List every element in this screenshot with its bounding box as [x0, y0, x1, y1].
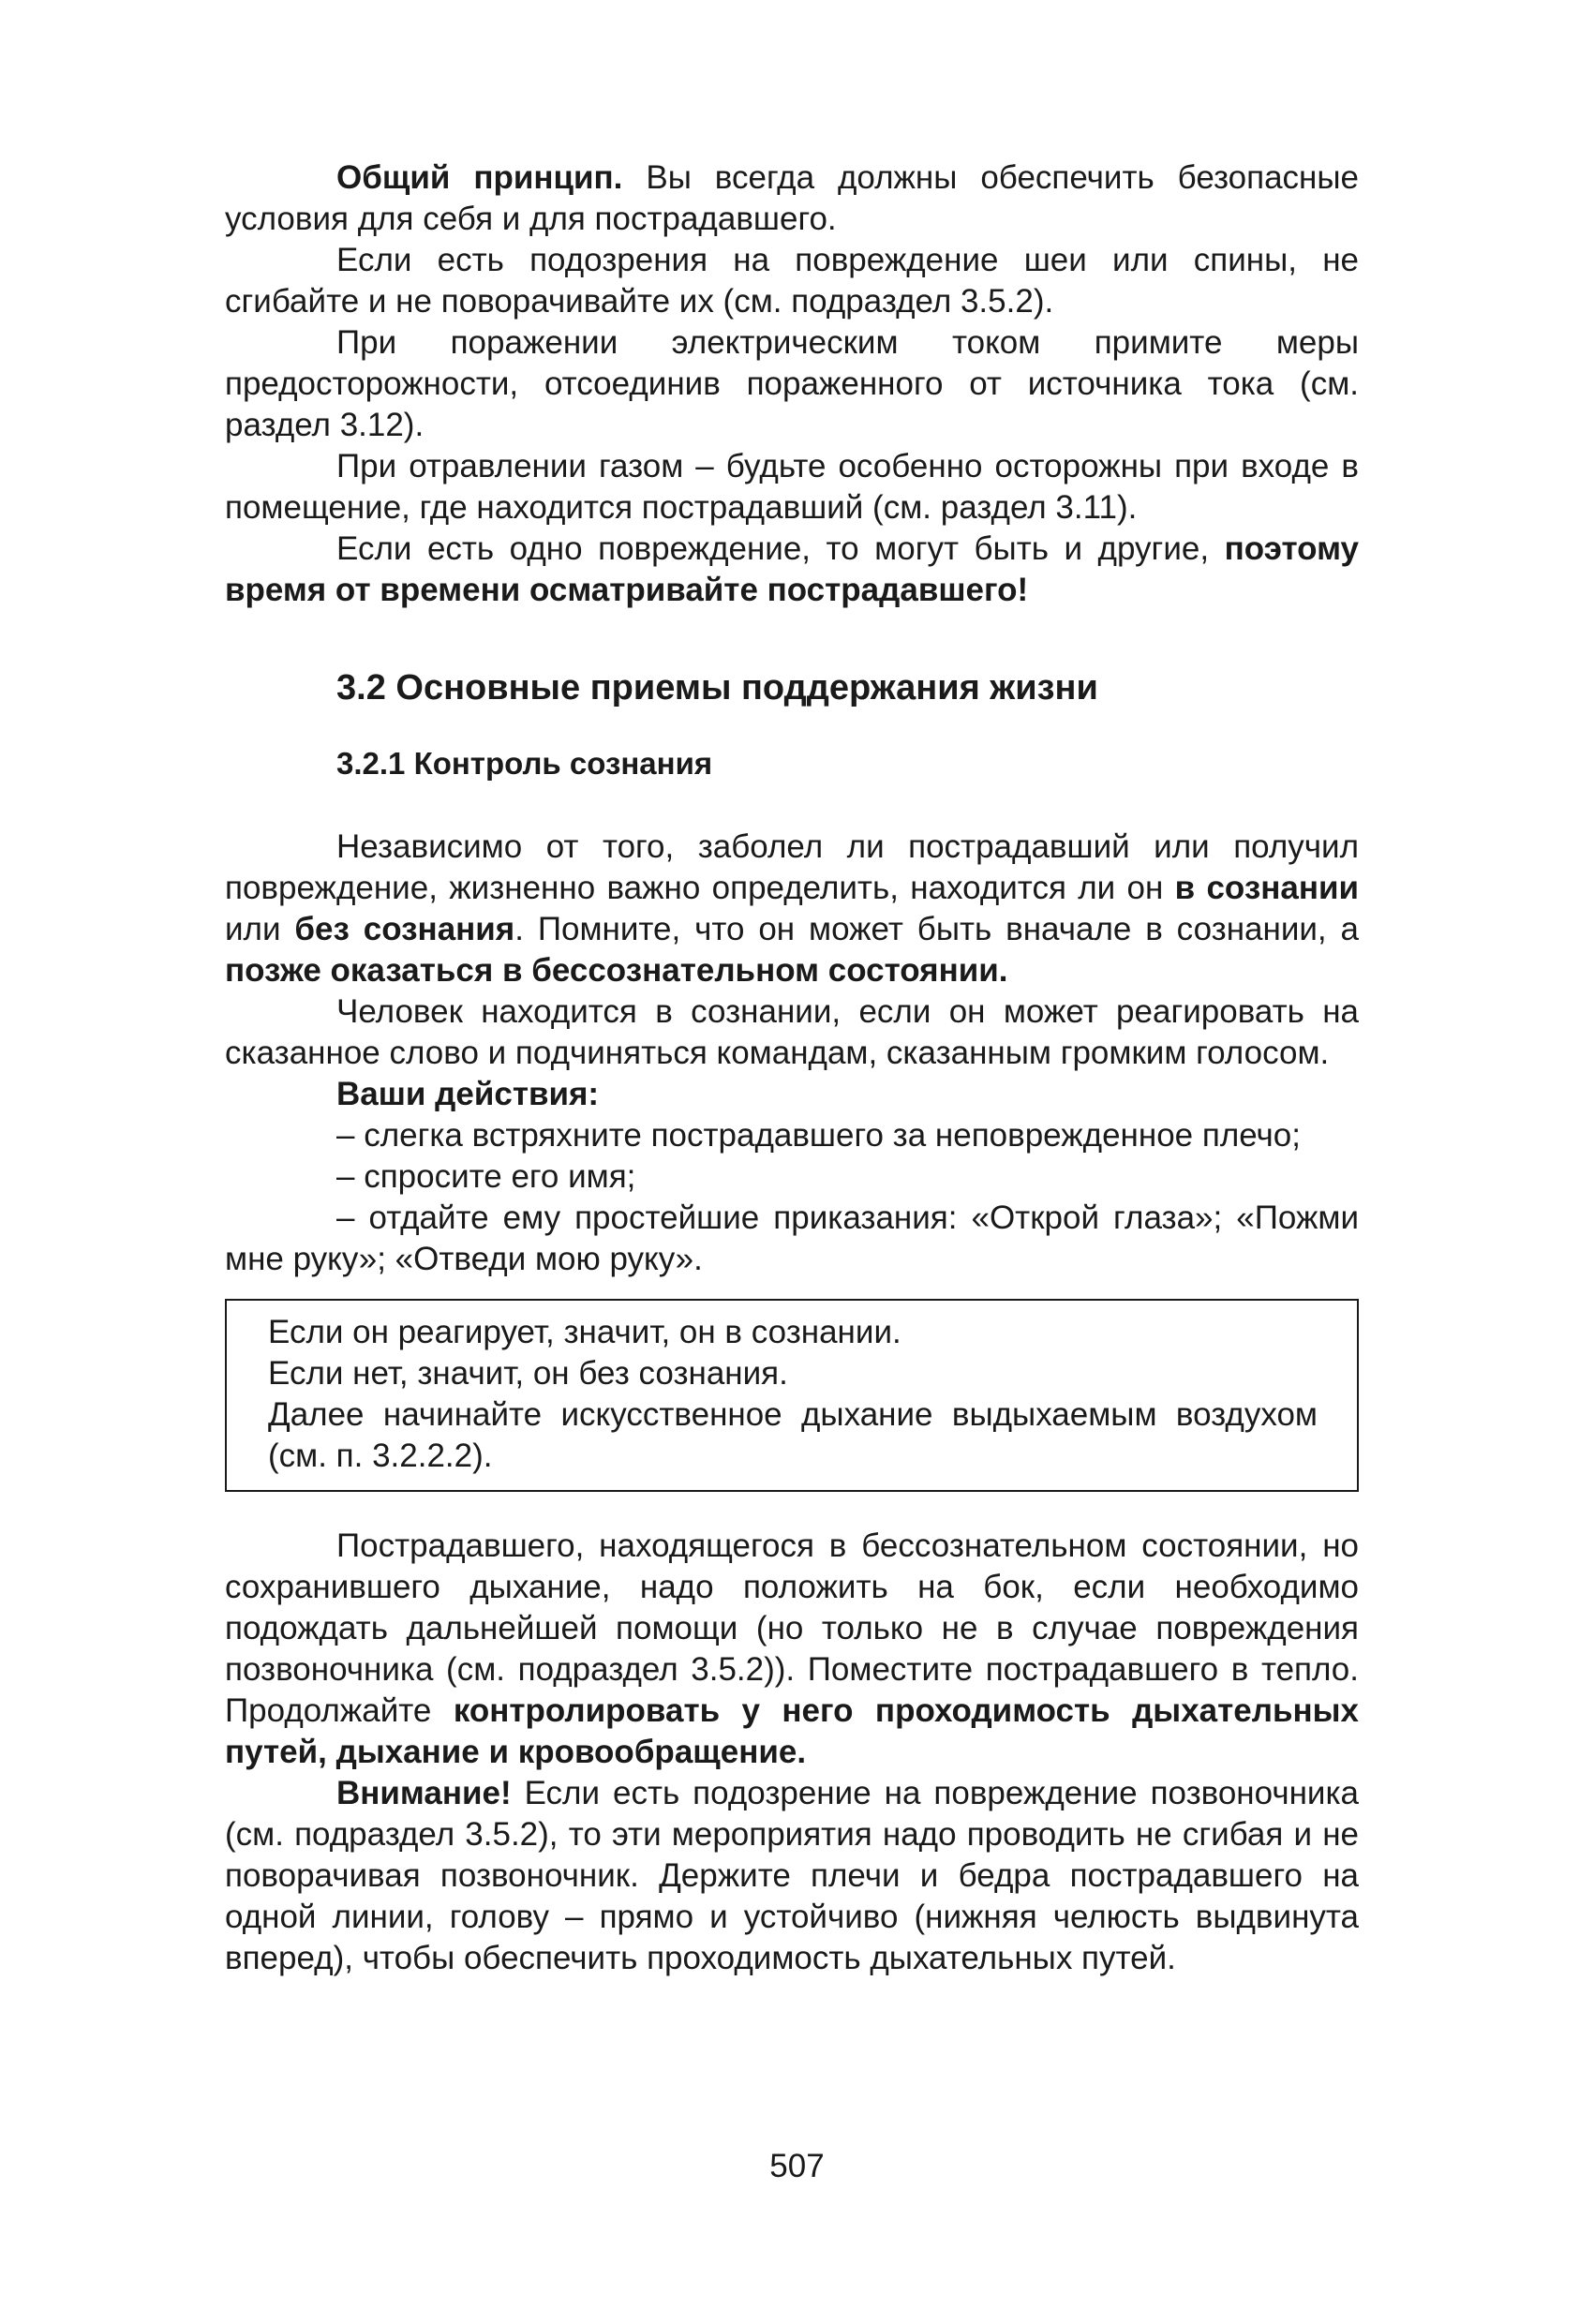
- actions-title: [225, 1074, 1359, 1115]
- box-line: Далее начинайте искусственное дыхание выдыхаемым воздухом (см. п. 3.2.2.2).: [268, 1396, 1318, 1474]
- action-item: – отдайте ему простейшие приказания: «Открой глаза»; «Пожми мне руку»; «Отведи мою руку».: [225, 1199, 1359, 1277]
- text: Если есть одно повреждение, то могут быть и другие,: [336, 530, 1225, 567]
- bold-lead: Внимание!: [336, 1775, 512, 1811]
- box-line: Если он реагирует, значит, он в сознании.: [268, 1314, 901, 1350]
- paragraph-neck-spine: Если есть подозрения на повреждение шеи или спины, не сгибайте и не поворачивайте их (см. подраздел 3.5.2).: [225, 242, 1359, 320]
- bold-text: в сознании: [1174, 870, 1359, 906]
- text: Пострадавшего, находящегося в бессознательном состоянии, но сохранившего дыхание, надо положить на бок, если необходимо подождать дальнейшей помощи (но только не в случае повреждения позвоночника (см. подраздел 3.5.2)). Поместите пострадавшего в тепло. Продолжайте: [225, 1527, 1359, 1729]
- bold-text: без сознания: [294, 911, 515, 947]
- bold-text: поэтому время от времени осматривайте пострадавшего!: [225, 530, 1359, 608]
- paragraph-other-injuries: [225, 529, 1359, 611]
- paragraph-general-principle: [225, 157, 1359, 240]
- bold-text: контролировать у него проходимость дыхательных путей, дыхание и кровообращение.: [225, 1692, 1359, 1770]
- document-page: [225, 157, 1359, 1979]
- bold-text: позже оказаться в бессознательном состоянии.: [225, 952, 1008, 989]
- bold-text: Ваши действия:: [336, 1076, 600, 1112]
- paragraph-conscious-definition: Человек находится в сознании, если он может реагировать на сказанное слово и подчиняться командам, сказанным громким голосом.: [225, 993, 1359, 1071]
- text: . Помните, что он может быть вначале в сознании, а: [514, 911, 1359, 947]
- box-line: Если нет, значит, он без сознания.: [268, 1355, 788, 1392]
- text: или: [225, 911, 295, 947]
- paragraph-consciousness: [225, 827, 1359, 991]
- paragraph-attention: [225, 1773, 1359, 1979]
- page-number: 507: [769, 2148, 825, 2184]
- subsection-heading: 3.2.1 Контроль сознания: [336, 746, 713, 781]
- text: Если есть подозрение на повреждение позвоночника (см. подраздел 3.5.2), то эти мероприятия надо проводить не сгибая и не поворачивая позвоночник. Держите плечи и бедра пострадавшего на одной линии, голову – прямо и устойчиво (нижняя челюсть выдвинута вперед), чтобы обеспечить проходимость дыхательных путей.: [225, 1775, 1359, 1976]
- action-item: – слегка встряхните пострадавшего за неповрежденное плечо;: [336, 1117, 1301, 1154]
- info-box: [225, 1299, 1359, 1492]
- paragraph-electric-shock: При поражении электрическим током примите меры предосторожности, отсоединив пораженного от источника тока (см. раздел 3.12).: [225, 324, 1359, 443]
- paragraph-unconscious-breathing: [225, 1526, 1359, 1773]
- paragraph-gas-poisoning: При отравлении газом – будьте особенно осторожны при входе в помещение, где находится пострадавший (см. раздел 3.11).: [225, 448, 1359, 526]
- text: Независимо от того, заболел ли пострадавший или получил повреждение, жизненно важно определить, находится ли он: [225, 828, 1359, 906]
- text: Вы всегда должны обеспечить безопасные условия для себя и для пострадавшего.: [225, 159, 1359, 237]
- section-heading: 3.2 Основные приемы поддержания жизни: [336, 668, 1098, 708]
- bold-lead: Общий принцип.: [336, 159, 623, 196]
- action-item: – спросите его имя;: [336, 1158, 636, 1195]
